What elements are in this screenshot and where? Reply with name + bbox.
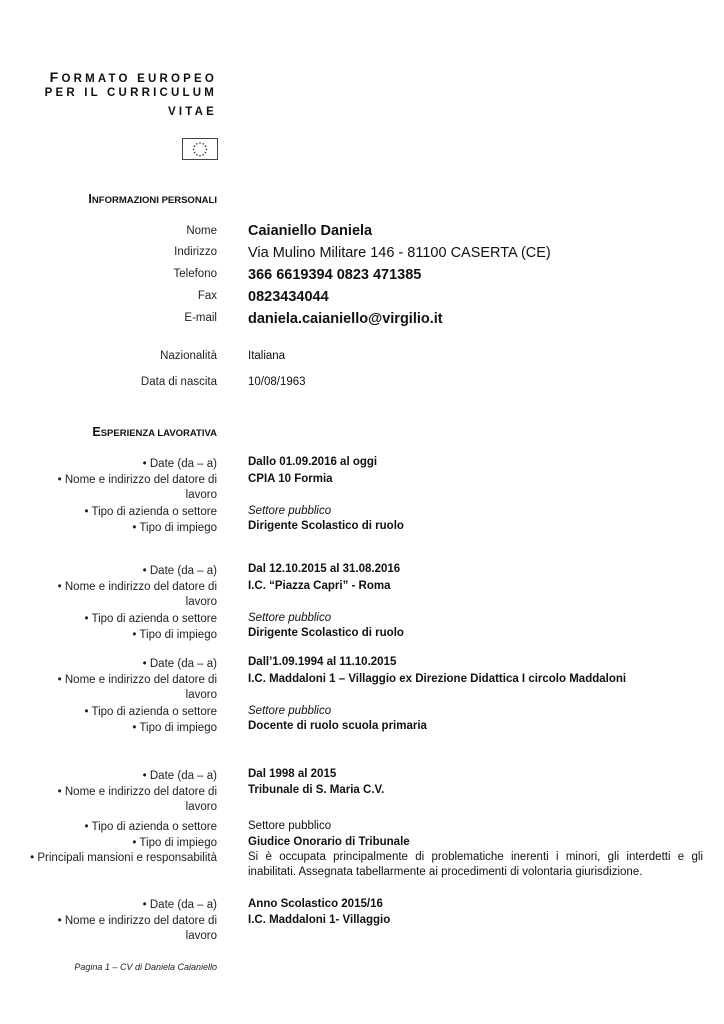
job-label: • Tipo di impiego [132,722,217,734]
section-personal-info: INFORMAZIONI PERSONALI [88,192,217,206]
sector-label: • Tipo di azienda o settore [84,506,217,518]
sector-label: • Tipo di azienda o settore [84,613,217,625]
employer-label: • Nome e indirizzo del datore di lavoro [57,674,217,701]
employer-label: • Nome e indirizzo del datore di lavoro [57,581,217,608]
cv-title-line3: VITAE [167,106,217,118]
sector-label: • Tipo di azienda o settore [84,821,217,833]
sector-value: Settore pubblico [248,612,332,624]
section-work-experience: ESPERIENZA LAVORATIVA [92,425,217,439]
duties-label: • Principali mansioni e responsabilità [30,852,217,864]
employer-value: Tribunale di S. Maria C.V. [248,784,385,796]
job-value: Giudice Onorario di Tribunale [248,836,410,848]
fax-label: Fax [197,290,217,302]
nationality-label: Nazionalità [160,350,217,362]
sector-value: Settore pubblico [248,505,332,517]
date-value: Dallo 01.09.2016 al oggi [248,456,378,468]
name-value: Caianiello Daniela [248,223,373,239]
address-value: Via Mulino Militare 146 - 81100 CASERTA (CE) [248,245,551,261]
date-value: Anno Scolastico 2015/16 [248,898,383,910]
date-label: • Date (da – a) [142,658,217,670]
employer-value: I.C. Maddaloni 1 – Villaggio ex Direzione Didattica I circolo Maddaloni [248,673,627,685]
employer-value: CPIA 10 Formia [248,473,333,485]
duties-value: Si è occupata principalmente di problematiche inerenti i minori, gli interdetti e gli inabilitati. Assegnata tabellarmente ai procedimenti di volontaria giurisdizione. [248,851,703,878]
email-value[interactable]: daniela.caianiello@virgilio.it [248,311,443,327]
job-value: Docente di ruolo scuola primaria [248,720,427,732]
cv-title-line2: PER IL CURRICULUM [44,87,217,99]
page-footer: Pagina 1 – CV di Daniela Caianiello [74,962,217,972]
employer-value: I.C. “Piazza Capri” - Roma [248,580,391,592]
eu-flag-icon [182,138,218,160]
date-value: Dal 1998 al 2015 [248,768,337,780]
sector-value: Settore pubblico [248,820,332,832]
sector-label: • Tipo di azienda o settore [84,706,217,718]
employer-label: • Nome e indirizzo del datore di lavoro [57,474,217,501]
date-label: • Date (da – a) [142,458,217,470]
employer-label: • Nome e indirizzo del datore di lavoro [57,915,217,942]
address-label: Indirizzo [174,246,217,258]
job-label: • Tipo di impiego [132,522,217,534]
job-label: • Tipo di impiego [132,837,217,849]
phone-value: 366 6619394 0823 471385 [248,267,422,283]
employer-label: • Nome e indirizzo del datore di lavoro [57,786,217,813]
date-label: • Date (da – a) [142,770,217,782]
nationality-value: Italiana [248,350,286,362]
job-value: Dirigente Scolastico di ruolo [248,627,404,639]
job-label: • Tipo di impiego [132,629,217,641]
date-value: Dall’1.09.1994 al 11.10.2015 [248,656,397,668]
sector-value: Settore pubblico [248,705,332,717]
date-label: • Date (da – a) [142,565,217,577]
employer-value: I.C. Maddaloni 1- Villaggio [248,914,391,926]
email-label: E-mail [184,312,217,324]
cv-title-line1: FORMATO EUROPEO [49,69,217,85]
fax-value: 0823434044 [248,289,329,305]
birth-date-label: Data di nascita [140,376,217,388]
birth-date-value: 10/08/1963 [248,376,306,388]
date-value: Dal 12.10.2015 al 31.08.2016 [248,563,401,575]
job-value: Dirigente Scolastico di ruolo [248,520,404,532]
phone-label: Telefono [173,268,217,280]
date-label: • Date (da – a) [142,899,217,911]
name-label: Nome [186,225,217,237]
